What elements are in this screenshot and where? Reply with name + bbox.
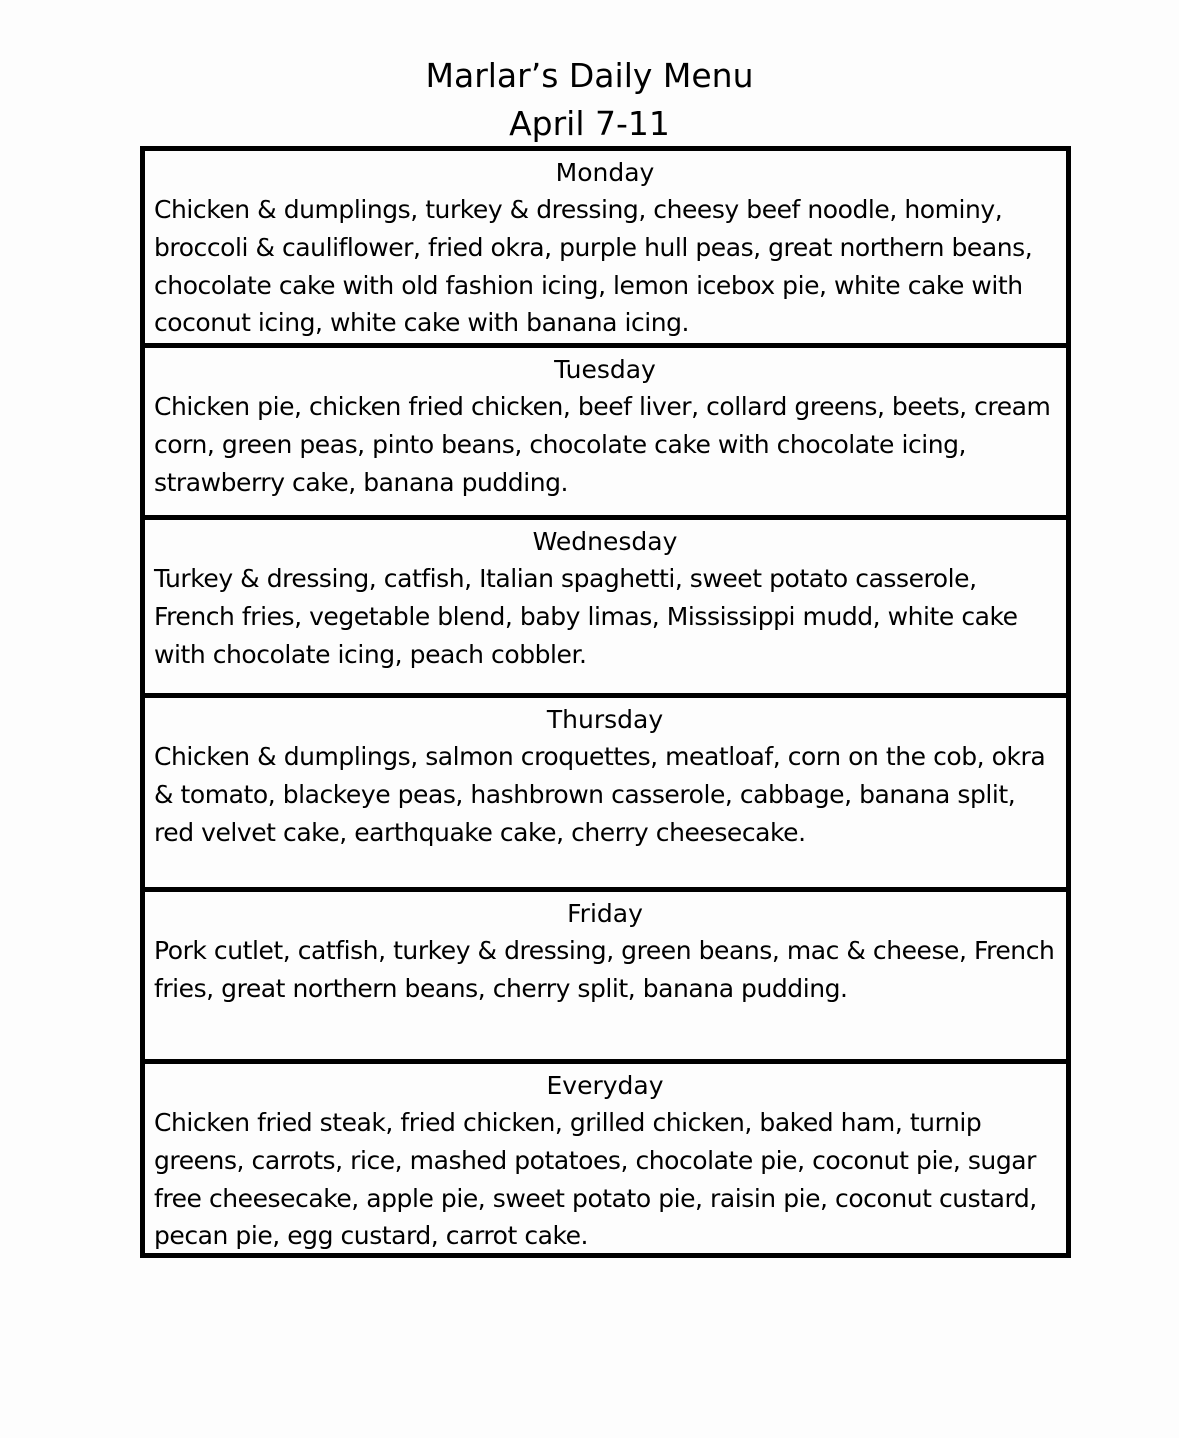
day-items: Turkey & dressing, catfish, Italian spaghetti, sweet potato casserole, French fries, vegetable blend, baby limas, Mississippi mudd, white cake with chocolate icing, peach cobbler. — [154, 564, 1018, 669]
day-row-monday — [145, 151, 1066, 343]
day-name: Monday — [555, 158, 655, 187]
day-items: Chicken pie, chicken fried chicken, beef liver, collard greens, beets, cream corn, green peas, pinto beans, chocolate cake with chocolate icing, strawberry cake, banana pudding. — [154, 392, 1051, 497]
day-name: Wednesday — [532, 527, 678, 556]
menu-table — [140, 146, 1071, 1258]
day-name: Tuesday — [554, 355, 656, 384]
day-items: Chicken fried steak, fried chicken, grilled chicken, baked ham, turnip greens, carrots, rice, mashed potatoes, chocolate pie, coconut pie, sugar free cheesecake, apple pie, sweet potato pie, raisin pie, coconut custard, pecan pie, egg custard, carrot cake. — [154, 1108, 1037, 1251]
day-row-tuesday — [145, 343, 1066, 515]
day-items: Pork cutlet, catfish, turkey & dressing, green beans, mac & cheese, French fries, great northern beans, cherry split, banana pudding. — [154, 936, 1055, 1003]
menu-header — [0, 52, 1179, 148]
day-row-thursday — [145, 693, 1066, 887]
day-items: Chicken & dumplings, turkey & dressing, cheesy beef noodle, hominy, broccoli & cauliflower, fried okra, purple hull peas, great northern beans, chocolate cake with old fashion icing, lemon icebox pie, white cake with coconut icing, white cake with banana icing. — [154, 195, 1033, 338]
day-row-everyday — [145, 1059, 1066, 1253]
day-row-friday — [145, 887, 1066, 1059]
day-name: Thursday — [546, 705, 664, 734]
menu-dates: April 7-11 — [509, 104, 670, 143]
day-items: Chicken & dumplings, salmon croquettes, meatloaf, corn on the cob, okra & tomato, blackeye peas, hashbrown casserole, cabbage, banana split, red velvet cake, earthquake cake, cherry cheesecake. — [154, 742, 1046, 847]
day-row-wednesday — [145, 515, 1066, 693]
day-name: Everyday — [546, 1071, 664, 1100]
menu-title: Marlar’s Daily Menu — [425, 56, 754, 95]
day-name: Friday — [567, 899, 643, 928]
